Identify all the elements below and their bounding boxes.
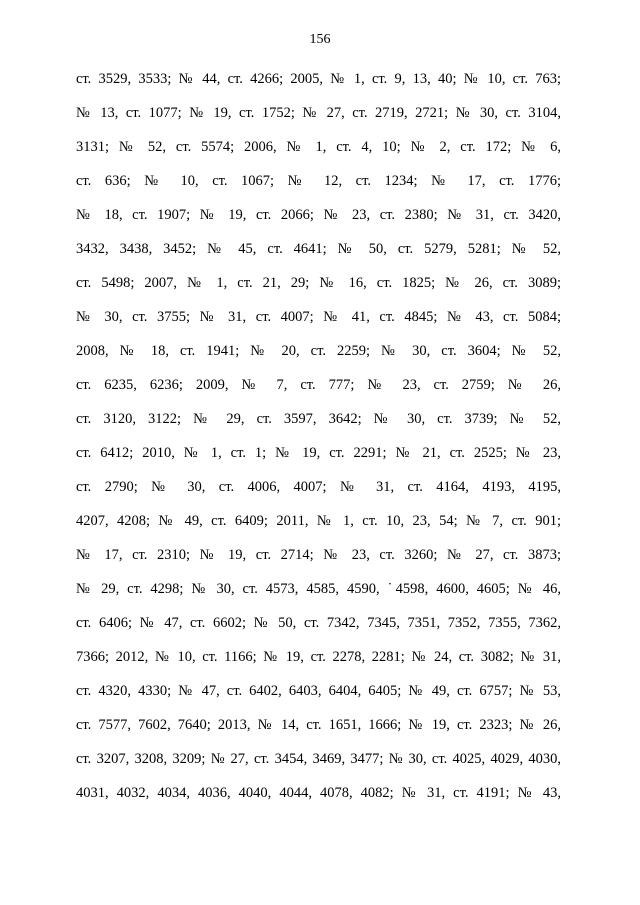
text-line: ст. 6412; 2010, № 1, ст. 1; № 19, ст. 2291; № 21, ст. 2525; № 23, — [76, 445, 561, 461]
text-line: 2008, № 18, ст. 1941; № 20, ст. 2259; № 30, ст. 3604; № 52, — [76, 343, 561, 359]
text-line: 3131; № 52, ст. 5574; 2006, № 1, ст. 4, 10; № 2, ст. 172; № 6, — [76, 139, 561, 155]
text-line: ст. 3529, 3533; № 44, ст. 4266; 2005, № 1, ст. 9, 13, 40; № 10, ст. 763; — [76, 71, 561, 87]
text-line: № 18, ст. 1907; № 19, ст. 2066; № 23, ст. 2380; № 31, ст. 3420, — [76, 207, 561, 223]
text-line: № 29, ст. 4298; № 30, ст. 4573, 4585, 4590, ˙4598, 4600, 4605; № 46, — [76, 581, 561, 597]
text-line: ст. 6406; № 47, ст. 6602; № 50, ст. 7342, 7345, 7351, 7352, 7355, 7362, — [76, 615, 561, 631]
text-line: ст. 7577, 7602, 7640; 2013, № 14, ст. 1651, 1666; № 19, ст. 2323; № 26, — [76, 717, 561, 733]
text-line: 3432, 3438, 3452; № 45, ст. 4641; № 50, ст. 5279, 5281; № 52, — [76, 241, 561, 257]
text-line: ст. 636; № 10, ст. 1067; № 12, ст. 1234; № 17, ст. 1776; — [76, 173, 561, 189]
text-line: ст. 2790; № 30, ст. 4006, 4007; № 31, ст. 4164, 4193, 4195, — [76, 479, 561, 495]
text-line: ст. 4320, 4330; № 47, ст. 6402, 6403, 6404, 6405; № 49, ст. 6757; № 53, — [76, 683, 561, 699]
text-line: № 30, ст. 3755; № 31, ст. 4007; № 41, ст. 4845; № 43, ст. 5084; — [76, 309, 561, 325]
text-line: 4031, 4032, 4034, 4036, 4040, 4044, 4078, 4082; № 31, ст. 4191; № 43, — [76, 785, 561, 801]
text-line: ст. 6235, 6236; 2009, № 7, ст. 777; № 23, ст. 2759; № 26, — [76, 377, 561, 393]
text-line: № 17, ст. 2310; № 19, ст. 2714; № 23, ст. 3260; № 27, ст. 3873; — [76, 547, 561, 563]
body-text — [76, 62, 561, 810]
page-number: 156 — [309, 32, 331, 47]
text-line: ст. 5498; 2007, № 1, ст. 21, 29; № 16, ст. 1825; № 26, ст. 3089; — [76, 275, 561, 291]
text-line: ст. 3207, 3208, 3209; № 27, ст. 3454, 3469, 3477; № 30, ст. 4025, 4029, 4030, — [76, 751, 561, 767]
text-line: 7366; 2012, № 10, ст. 1166; № 19, ст. 2278, 2281; № 24, ст. 3082; № 31, — [76, 649, 561, 665]
text-line: 4207, 4208; № 49, ст. 6409; 2011, № 1, ст. 10, 23, 54; № 7, ст. 901; — [76, 513, 561, 529]
text-line: ст. 3120, 3122; № 29, ст. 3597, 3642; № 30, ст. 3739; № 52, — [76, 411, 561, 427]
text-line: № 13, ст. 1077; № 19, ст. 1752; № 27, ст. 2719, 2721; № 30, ст. 3104, — [76, 105, 561, 121]
